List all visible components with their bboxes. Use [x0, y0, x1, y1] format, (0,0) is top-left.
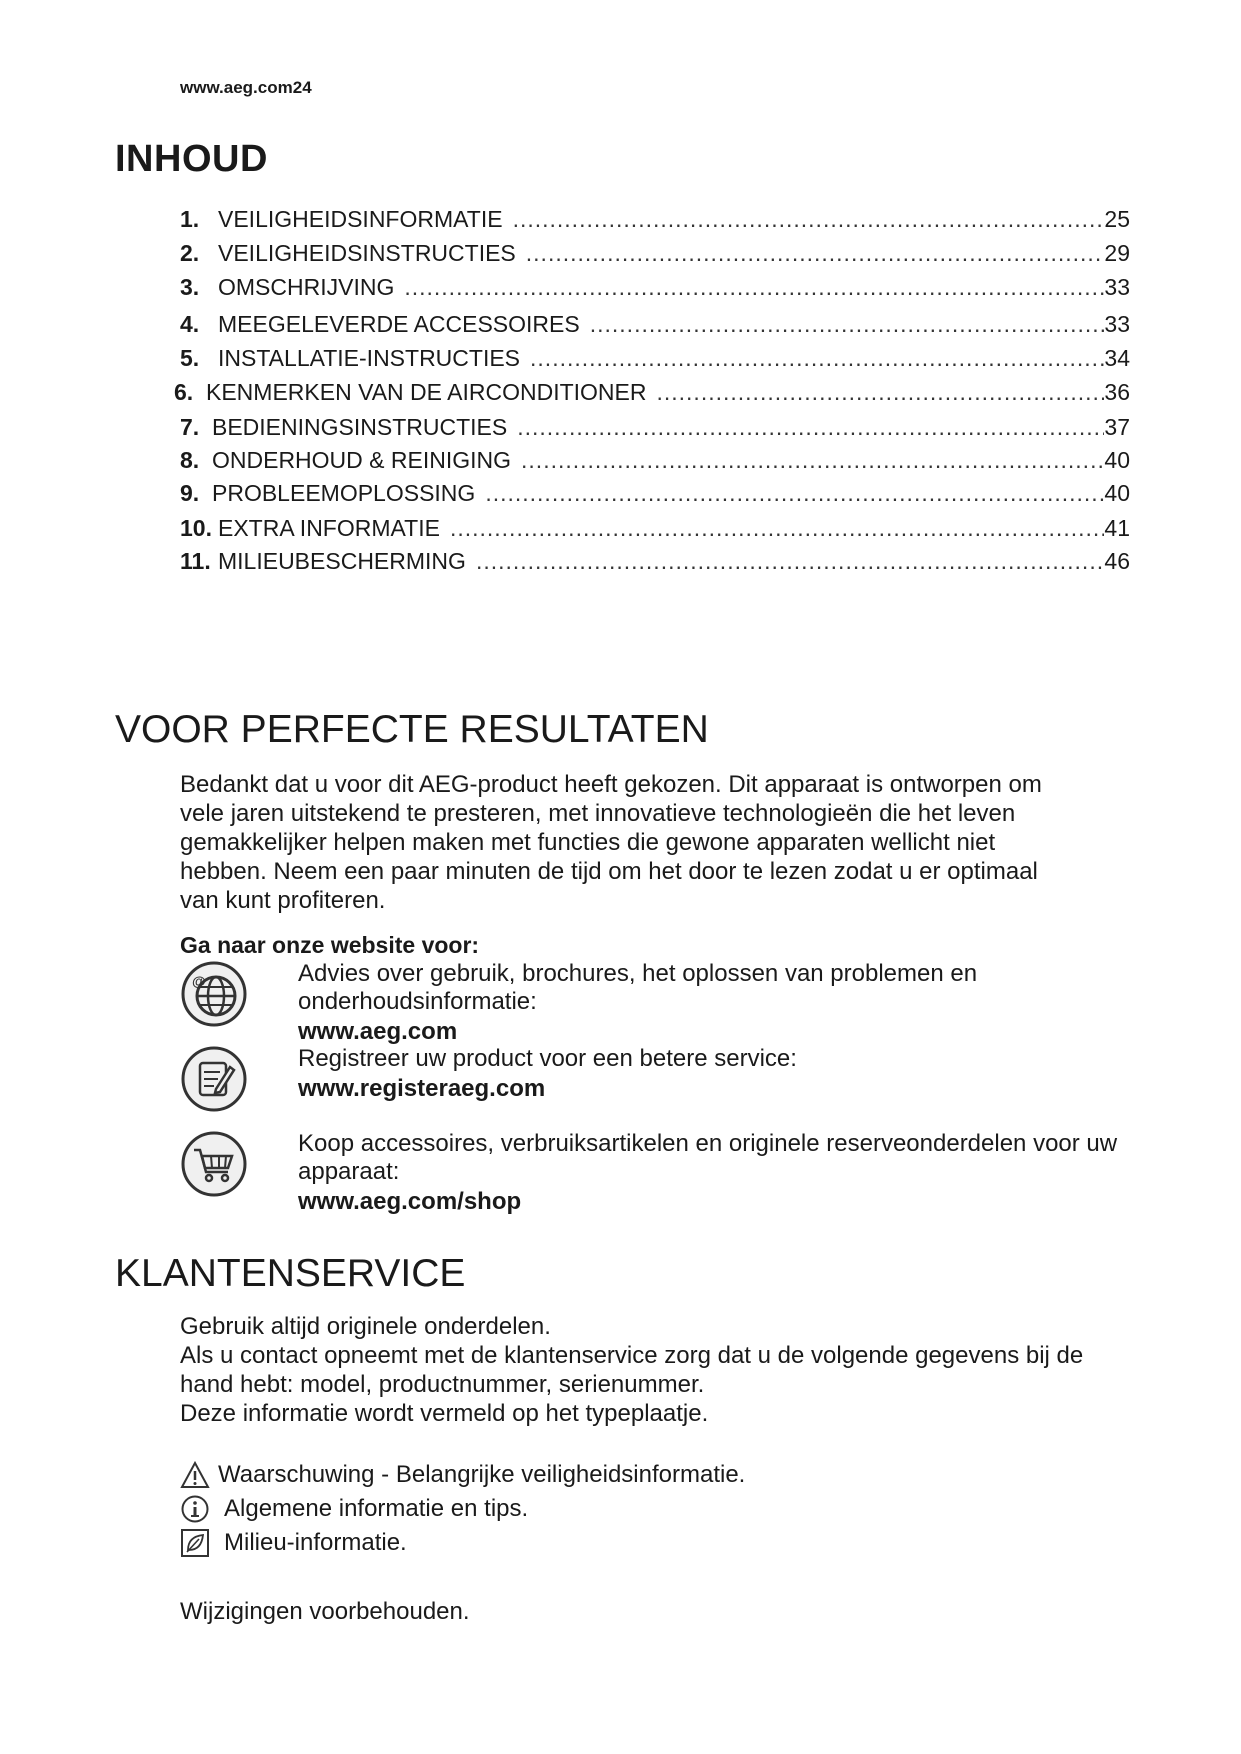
toc-entry-title: OMSCHRIJVING — [218, 274, 395, 300]
toc-leader-dots — [526, 240, 1105, 267]
warning-icon — [180, 1460, 210, 1490]
disclaimer-note: Wijzigingen voorbehouden. — [180, 1598, 470, 1625]
toc-page-number: 29 — [1104, 240, 1130, 266]
toc-row[interactable] — [180, 515, 1130, 546]
web-item-register — [180, 1045, 1140, 1125]
toc-page-number: 25 — [1104, 206, 1130, 232]
intro-paragraph: Bedankt dat u voor dit AEG-product heeft gekozen. Dit apparaat is ontworpen om vele jaren uitstekend te presteren, met innovatieve technologieën die het leven gemakkelijker helpen maken met functies die gewone apparaten wellicht niet hebben. Neem een paar minuten de tijd om het door te lezen zodat u er optimaal van kunt profiteren. — [180, 771, 1042, 914]
toc-number: 1. — [180, 206, 200, 232]
toc-entry-title: VEILIGHEIDSINFORMATIE — [218, 206, 503, 232]
toc-leader-dots — [513, 206, 1105, 233]
header-url: www.aeg.com24 — [180, 78, 312, 97]
toc-page-number: 33 — [1104, 274, 1130, 300]
results-title: VOOR PERFECTE RESULTATEN — [115, 708, 709, 751]
toc-row[interactable] — [180, 311, 1130, 342]
toc-entry-title: BEDIENINGSINSTRUCTIES — [212, 414, 508, 440]
shopping-cart-icon — [180, 1130, 248, 1198]
globe-at-icon — [180, 960, 248, 1028]
web-item-text: Registreer uw product voor een betere service: — [298, 1045, 797, 1072]
toc-number: 4. — [180, 311, 200, 337]
aeg-shop-link[interactable]: www.aeg.com/shop — [298, 1188, 522, 1215]
toc-number: 2. — [180, 240, 200, 266]
toc-number: 9. — [180, 480, 200, 506]
toc-row[interactable] — [180, 345, 1130, 376]
legend-environment — [180, 1528, 407, 1558]
toc-row[interactable] — [180, 480, 1130, 511]
service-text — [180, 1312, 1120, 1428]
toc-leader-dots — [476, 548, 1104, 575]
aeg-link[interactable]: www.aeg.com — [298, 1018, 458, 1045]
svg-text:@: @ — [192, 973, 206, 989]
toc-number: 5. — [180, 345, 200, 371]
toc-page-number: 40 — [1104, 480, 1130, 506]
web-item-text: Koop accessoires, verbruiksartikelen en originele reserveonderdelen voor uw apparaat: — [298, 1130, 1118, 1185]
service-line: Als u contact opneemt met de klantenservice zorg dat u de volgende gegevens bij de hand hebt: model, productnummer, serienummer. — [180, 1342, 1084, 1398]
toc-number: 8. — [180, 447, 200, 473]
toc-entry-title: KENMERKEN VAN DE AIRCONDITIONER — [206, 379, 647, 405]
toc-title: INHOUD — [115, 138, 268, 180]
web-item-shop — [180, 1130, 1140, 1215]
toc-row[interactable] — [180, 206, 1130, 237]
info-icon — [180, 1494, 210, 1524]
toc-page-number: 41 — [1104, 515, 1130, 541]
register-icon — [180, 1045, 248, 1113]
toc-page-number: 46 — [1104, 548, 1130, 574]
toc-number: 11. — [180, 548, 211, 574]
toc-row[interactable] — [180, 414, 1130, 445]
toc-page-number: 36 — [1104, 379, 1130, 405]
service-title: KLANTENSERVICE — [115, 1252, 466, 1295]
toc-leader-dots — [521, 447, 1104, 474]
toc-leader-dots — [517, 414, 1104, 441]
toc-entry-title: ONDERHOUD & REINIGING — [212, 447, 512, 473]
table-of-contents — [174, 206, 1130, 574]
web-item-advice — [180, 960, 1140, 1045]
toc-row[interactable] — [180, 548, 1130, 579]
website-label: Ga naar onze website voor: — [180, 932, 480, 958]
toc-number: 10. — [180, 515, 212, 541]
toc-number: 3. — [180, 274, 200, 300]
toc-row[interactable] — [180, 447, 1130, 478]
toc-number: 6. — [174, 379, 194, 405]
toc-entry-title: INSTALLATIE-INSTRUCTIES — [218, 345, 521, 371]
environment-icon — [180, 1528, 210, 1558]
toc-leader-dots — [530, 345, 1104, 372]
toc-entry-title: MILIEUBESCHERMING — [218, 548, 466, 574]
toc-entry-title: EXTRA INFORMATIE — [218, 515, 440, 541]
toc-leader-dots — [590, 311, 1105, 338]
web-item-text: Advies over gebruik, brochures, het oplossen van problemen en onderhoudsinformatie: — [298, 960, 978, 1015]
toc-row[interactable] — [180, 240, 1130, 271]
toc-leader-dots — [404, 274, 1104, 301]
toc-row[interactable] — [180, 274, 1130, 305]
registeraeg-link[interactable]: www.registeraeg.com — [298, 1075, 546, 1102]
toc-row[interactable] — [174, 379, 1130, 410]
legend-text: Waarschuwing - Belangrijke veiligheidsinformatie. — [218, 1461, 746, 1488]
service-line: Deze informatie wordt vermeld op het typeplaatje. — [180, 1400, 709, 1427]
toc-number: 7. — [180, 414, 200, 440]
toc-entry-title: MEEGELEVERDE ACCESSOIRES — [218, 311, 580, 337]
legend-text: Milieu-informatie. — [224, 1529, 407, 1556]
toc-leader-dots — [656, 379, 1104, 406]
toc-leader-dots — [450, 515, 1104, 542]
toc-leader-dots — [485, 480, 1104, 507]
legend-text: Algemene informatie en tips. — [224, 1495, 529, 1522]
toc-entry-title: PROBLEEMOPLOSSING — [212, 480, 476, 506]
toc-entry-title: VEILIGHEIDSINSTRUCTIES — [218, 240, 516, 266]
legend-warning — [180, 1460, 745, 1490]
service-line: Gebruik altijd originele onderdelen. — [180, 1313, 551, 1340]
toc-page-number: 34 — [1104, 345, 1130, 371]
toc-page-number: 37 — [1104, 414, 1130, 440]
legend-info — [180, 1494, 528, 1524]
toc-page-number: 33 — [1104, 311, 1130, 337]
toc-page-number: 40 — [1104, 447, 1130, 473]
